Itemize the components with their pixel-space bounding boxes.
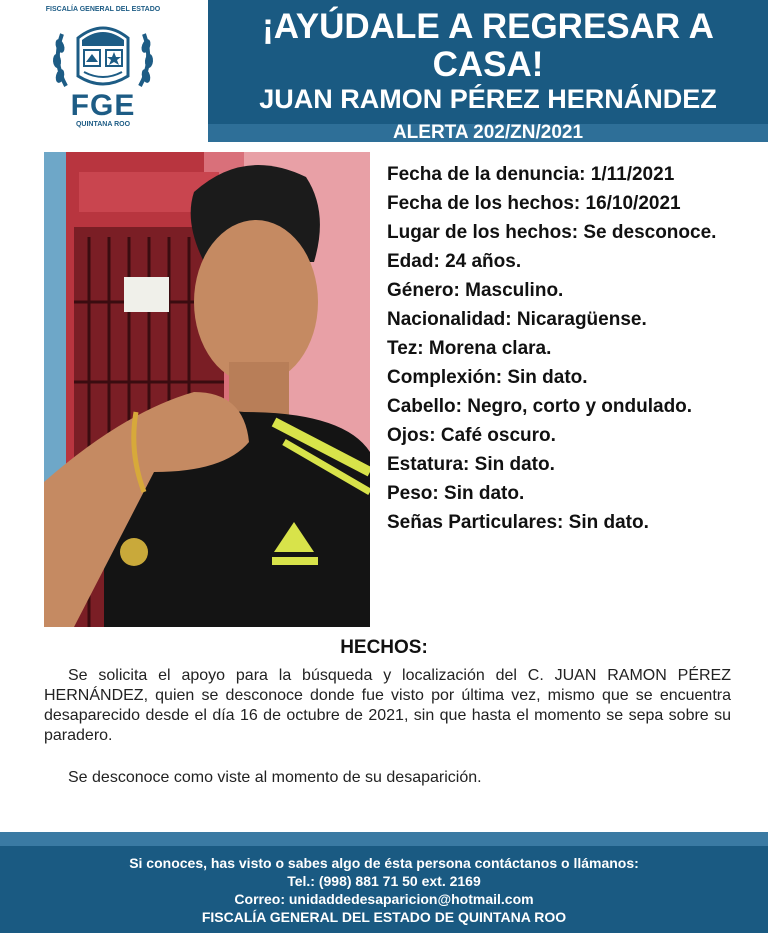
header-banner: [208, 0, 768, 132]
person-details: [387, 163, 731, 540]
footer-contact-prompt: Si conoces, has visto o sabes algo de ésta persona contáctanos o llámanos:: [129, 855, 639, 871]
hechos-paragraph-2: Se desconoce como viste al momento de su desaparición.: [68, 769, 482, 786]
footer-divider: [0, 832, 768, 846]
missing-person-photo: [44, 152, 370, 627]
logo-acronym: FGE: [70, 89, 136, 122]
detail-genero: Género: Masculino.: [387, 280, 564, 301]
fge-logo: [28, 4, 178, 142]
detail-ojos: Ojos: Café oscuro.: [387, 425, 556, 446]
detail-edad: Edad: 24 años.: [387, 251, 522, 272]
detail-senas: Señas Particulares: Sin dato.: [387, 512, 649, 533]
seal-icon: [48, 16, 158, 96]
detail-cabello: Cabello: Negro, corto y ondulado.: [387, 396, 693, 417]
footer-email: Correo: unidaddedesaparicion@hotmail.com: [234, 891, 534, 907]
banner-title: ¡AYÚDALE A REGRESAR A CASA!: [262, 7, 714, 84]
alert-number: ALERTA 202/ZN/2021: [208, 124, 768, 142]
hechos-heading: HECHOS:: [340, 637, 428, 658]
detail-lugar: Lugar de los hechos: Se desconoce.: [387, 222, 717, 243]
missing-person-name: JUAN RAMON PÉREZ HERNÁNDEZ: [259, 84, 717, 114]
footer-phone: Tel.: (998) 881 71 50 ext. 2169: [287, 873, 481, 889]
detail-complexion: Complexión: Sin dato.: [387, 367, 588, 388]
detail-fecha-hechos: Fecha de los hechos: 16/10/2021: [387, 193, 681, 214]
detail-fecha-denuncia: Fecha de la denuncia: 1/11/2021: [387, 164, 675, 185]
contact-footer: [0, 832, 768, 933]
footer-agency: FISCALÍA GENERAL DEL ESTADO DE QUINTANA ROO: [201, 909, 567, 925]
logo-top-text: FISCALÍA GENERAL DEL ESTADO: [45, 6, 161, 13]
detail-peso: Peso: Sin dato.: [387, 483, 525, 504]
detail-estatura: Estatura: Sin dato.: [387, 454, 555, 475]
logo-bottom-text: QUINTANA ROO: [75, 121, 131, 128]
detail-nacionalidad: Nacionalidad: Nicaragüense.: [387, 309, 647, 330]
hechos-paragraph-1: Se solicita el apoyo para la búsqueda y localización del C. JUAN RAMON PÉREZ HERNÁNDEZ, quien se desconoce donde fue visto por última vez, mismo que se encuentra desaparecido desde el día 16 de octubre de 2021, sin que hasta el momento se sepa sobre su paradero.: [44, 667, 731, 744]
detail-tez: Tez: Morena clara.: [387, 338, 552, 359]
